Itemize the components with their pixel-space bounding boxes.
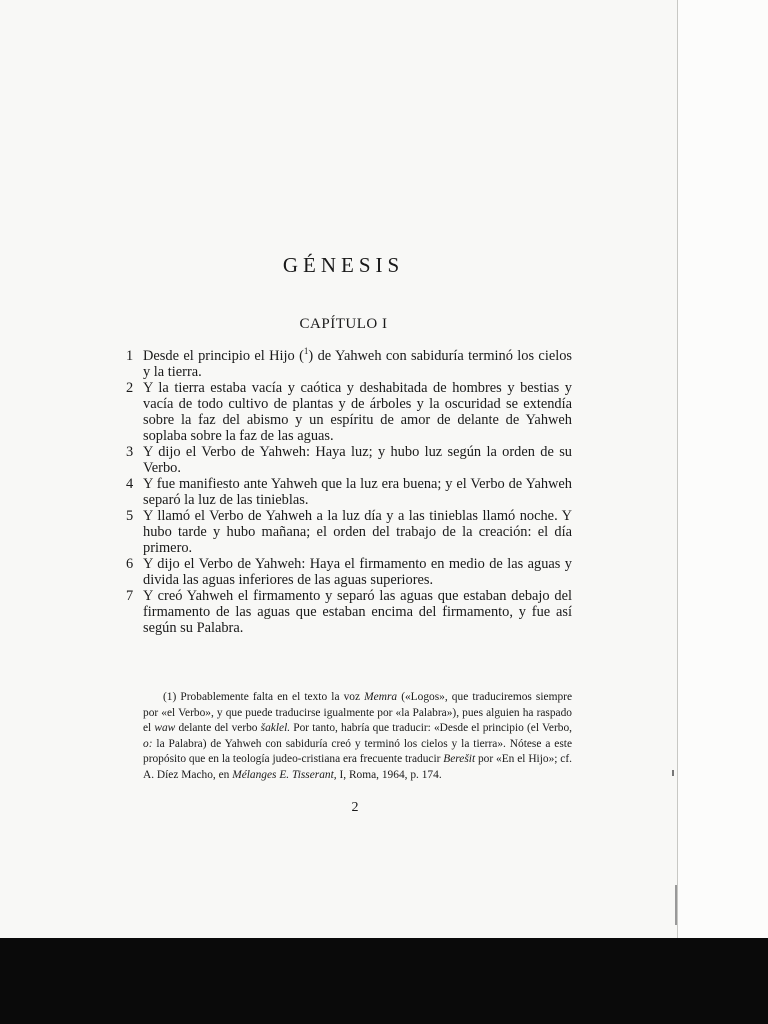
- scan-speck: [672, 770, 674, 776]
- verse-text: Y la tierra estaba vacía y caótica y deshabitada de hombres y bestias y vacía de todo cultivo de plantas y de árboles y la oscuridad se extendía sobre la faz del abismo y un espíritu de amor de delante de Yahweh soplaba sobre la faz de las aguas.: [143, 380, 572, 444]
- verse-number: 7: [126, 588, 134, 604]
- footnote-marker: (1): [163, 691, 177, 703]
- scan-speck: [675, 885, 677, 925]
- verse-number: 3: [126, 444, 134, 460]
- verse: [122, 380, 572, 444]
- verse-number: 6: [126, 556, 134, 572]
- verse-text: Y llamó el Verbo de Yahweh a la luz día y a las tinieblas llamó noche. Y hubo tarde y hubo mañana; el orden del trabajo de la creación: el día primero.: [143, 508, 572, 556]
- verse-text: Y creó Yahweh el firmamento y separó las aguas que estaban debajo del firmamento de las aguas que estaban encima del firmamento, y fue así según su Palabra.: [143, 588, 572, 636]
- verse-number: 1: [126, 348, 134, 364]
- verse: [122, 444, 572, 476]
- verse: [122, 348, 572, 380]
- verse: [122, 508, 572, 556]
- verse-number: 2: [126, 380, 134, 396]
- scanner-background: [0, 938, 768, 1024]
- verse: [122, 556, 572, 588]
- verse-number: 4: [126, 476, 134, 492]
- verse-text: Desde el principio el Hijo ($^1$) de Yahweh con sabiduría terminó los cielos y la tierra.: [143, 346, 572, 380]
- verse-number: 5: [126, 508, 134, 524]
- verse: [122, 476, 572, 508]
- verse-text: Y dijo el Verbo de Yahweh: Haya luz; y hubo luz según la orden de su Verbo.: [143, 444, 572, 476]
- footnote: (1) Probablemente falta en el texto la voz Memra («Logos», que traduciremos siempre por «el Verbo», y que puede traducirse igualmente por «la Palabra»), pues alguien ha raspado el waw delante del verbo šaklel. Por tanto, habría que traducir: «Desde el principio (el Verbo, o: la Palabra) de Yahweh con sabiduría creó y terminó los cielos y la tierra». Nótese a este propósito que en la teología judeo-cristiana era frecuente traducir Berešit por «En el Hijo»; cf. A. Díez Macho, en Mélanges E. Tisserant, I, Roma, 1964, p. 174.: [143, 691, 572, 781]
- book-title: GÉNESIS: [282, 253, 405, 277]
- verse-list: [122, 348, 572, 636]
- verse-text: Y fue manifiesto ante Yahweh que la luz era buena; y el Verbo de Yahweh separó la luz de las tinieblas.: [143, 476, 572, 508]
- verse: [122, 588, 572, 636]
- verse-text: Y dijo el Verbo de Yahweh: Haya el firmamento en medio de las aguas y divida las aguas inferiores de las aguas superiores.: [143, 556, 572, 588]
- footnote-ref[interactable]: 1: [303, 346, 309, 357]
- facing-page-edge: [677, 0, 768, 940]
- chapter-heading: CAPÍTULO I: [299, 316, 388, 332]
- page-number: 2: [351, 800, 359, 815]
